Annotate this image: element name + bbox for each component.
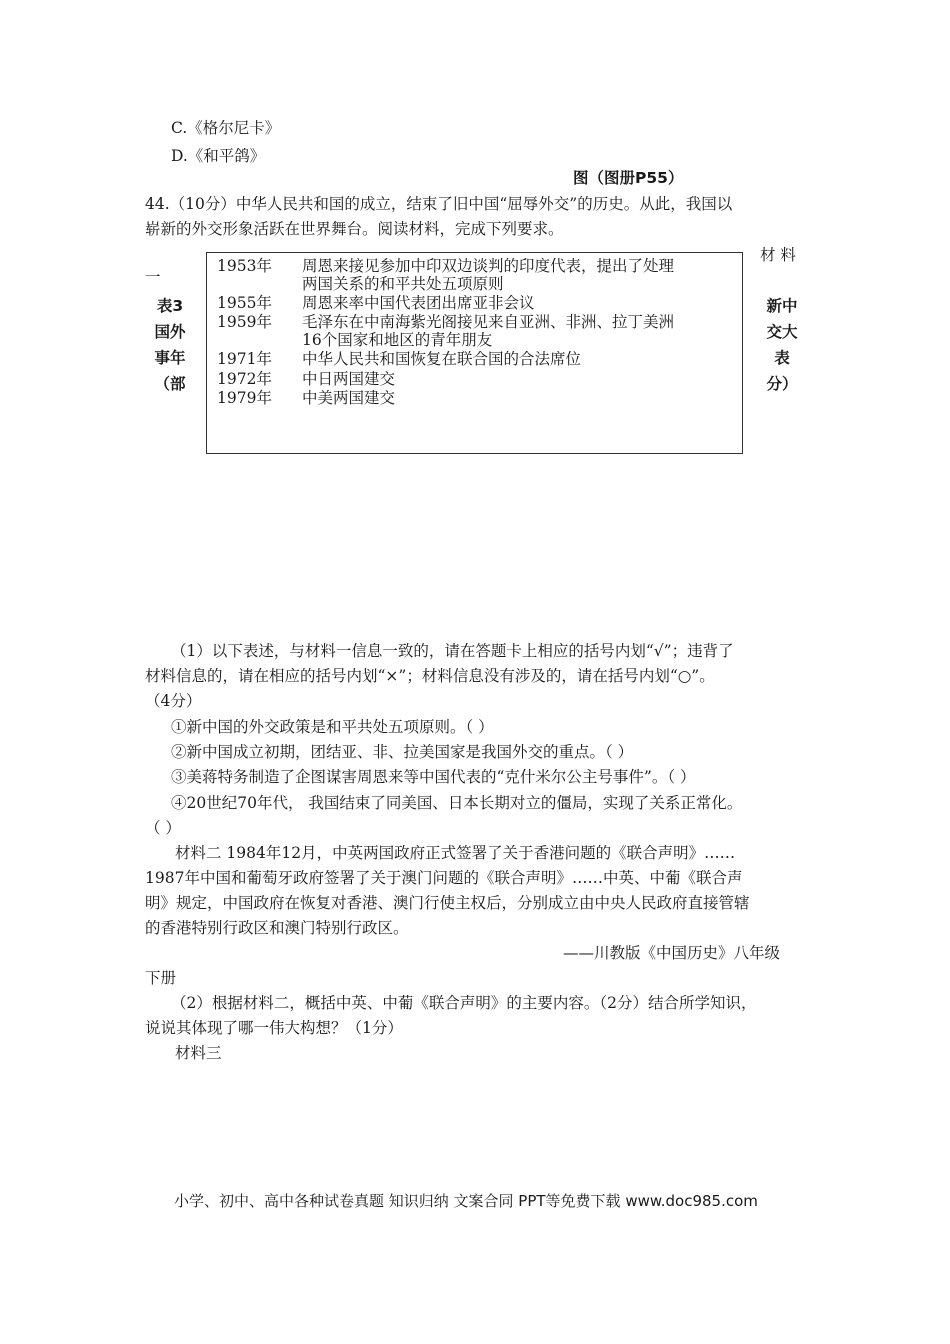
table-title-left-2: 国外 xyxy=(154,323,186,341)
row-year: 1979年 xyxy=(217,389,272,407)
table-title-right-3: 表 xyxy=(774,349,790,367)
footer-text: 小学、初中、高中各种试卷真题 知识归纳 文案合同 PPT等免费下载 www.doc985.com xyxy=(174,1192,758,1210)
row-year: 1972年 xyxy=(217,370,272,388)
row-year: 1959年 xyxy=(217,313,272,331)
row-event: 两国关系的和平共处五项原则 xyxy=(302,275,504,293)
table-title-left-4: （部 xyxy=(154,375,186,393)
statement-3: ③美蒋特务制造了企图谋害周恩来等中国代表的“克什米尔公主号事件”。（ ） xyxy=(171,768,696,786)
material2-source-cont: 下册 xyxy=(145,969,177,987)
statement-4-bracket: （ ） xyxy=(145,819,181,837)
table-title-right-2: 交大 xyxy=(766,323,798,341)
table-title-right-1: 新中 xyxy=(766,297,798,315)
question-2-line1: （2）根据材料二，概括中英、中葡《联合声明》的主要内容。（2分）结合所学知识， xyxy=(171,994,757,1012)
question-1-line1: （1）以下表述，与材料一信息一致的，请在答题卡上相应的括号内划“√”；违背了 xyxy=(171,642,734,660)
table-title-left-3: 事年 xyxy=(154,349,186,367)
material2-source: ——川教版《中国历史》八年级 xyxy=(563,944,781,962)
statement-4: ④20世纪70年代， 我国结束了同美国、日本长期对立的僵局，实现了关系正常化。 xyxy=(171,794,743,812)
row-event: 中华人民共和国恢复在联合国的合法席位 xyxy=(302,350,582,368)
material2-line1: 材料二 1984年12月，中英两国政府正式签署了关于香港问题的《联合声明》…… xyxy=(175,844,736,862)
question-44-line2: 崭新的外交形象活跃在世界舞台。阅读材料，完成下列要求。 xyxy=(145,220,564,238)
row-event: 中美两国建交 xyxy=(302,389,396,407)
statement-2: ②新中国成立初期，团结亚、非、拉美国家是我国外交的重点。（ ） xyxy=(171,743,634,761)
row-year: 1955年 xyxy=(217,294,272,312)
material3-label: 材料三 xyxy=(175,1044,222,1062)
question-1-line2: 材料信息的，请在相应的括号内划“×”；材料信息没有涉及的，请在括号内划“○”。 xyxy=(145,667,715,685)
row-event: 毛泽东在中南海紫光阁接见来自亚洲、非洲、拉丁美洲 xyxy=(302,313,675,331)
row-year: 1971年 xyxy=(217,350,272,368)
row-event: 中日两国建交 xyxy=(302,370,396,388)
row-event: 周恩来接见参加中印双边谈判的印度代表，提出了处理 xyxy=(302,257,675,275)
row-event: 16个国家和地区的青年朋友 xyxy=(302,331,493,349)
events-table xyxy=(206,252,743,454)
material1-label: 材 料 xyxy=(760,246,796,264)
option-d: D.《和平鸽》 xyxy=(171,147,266,165)
table-title-right-4: 分） xyxy=(766,375,798,393)
table-title-left xyxy=(150,293,190,397)
table-title-left-1: 表3 xyxy=(156,297,184,315)
question-44-line1: 44.（10分）中华人民共和国的成立，结束了旧中国“屈辱外交”的历史。从此，我国以 xyxy=(145,195,733,213)
row-year: 1953年 xyxy=(217,257,272,275)
figure-caption: 图（图册P55） xyxy=(573,169,684,187)
row-event: 周恩来率中国代表团出席亚非会议 xyxy=(302,294,535,312)
material1-label-cont: 一 xyxy=(145,268,161,286)
statement-1: ①新中国的外交政策是和平共处五项原则。（ ） xyxy=(171,718,494,736)
material2-line3: 明》规定，中国政府在恢复对香港、澳门行使主权后，分别成立由中央人民政府直接管辖 xyxy=(145,894,750,912)
option-c: C.《格尔尼卡》 xyxy=(171,119,281,137)
material2-line4: 的香港特别行政区和澳门特别行政区。 xyxy=(145,919,409,937)
material2-line2: 1987年中国和葡萄牙政府签署了关于澳门问题的《联合声明》……中英、中葡《联合声 xyxy=(145,869,743,887)
table-title-right xyxy=(762,293,802,397)
question-2-line2: 说说其体现了哪一伟大构想？（1分） xyxy=(145,1019,403,1037)
question-1-line3: （4分） xyxy=(145,692,202,710)
